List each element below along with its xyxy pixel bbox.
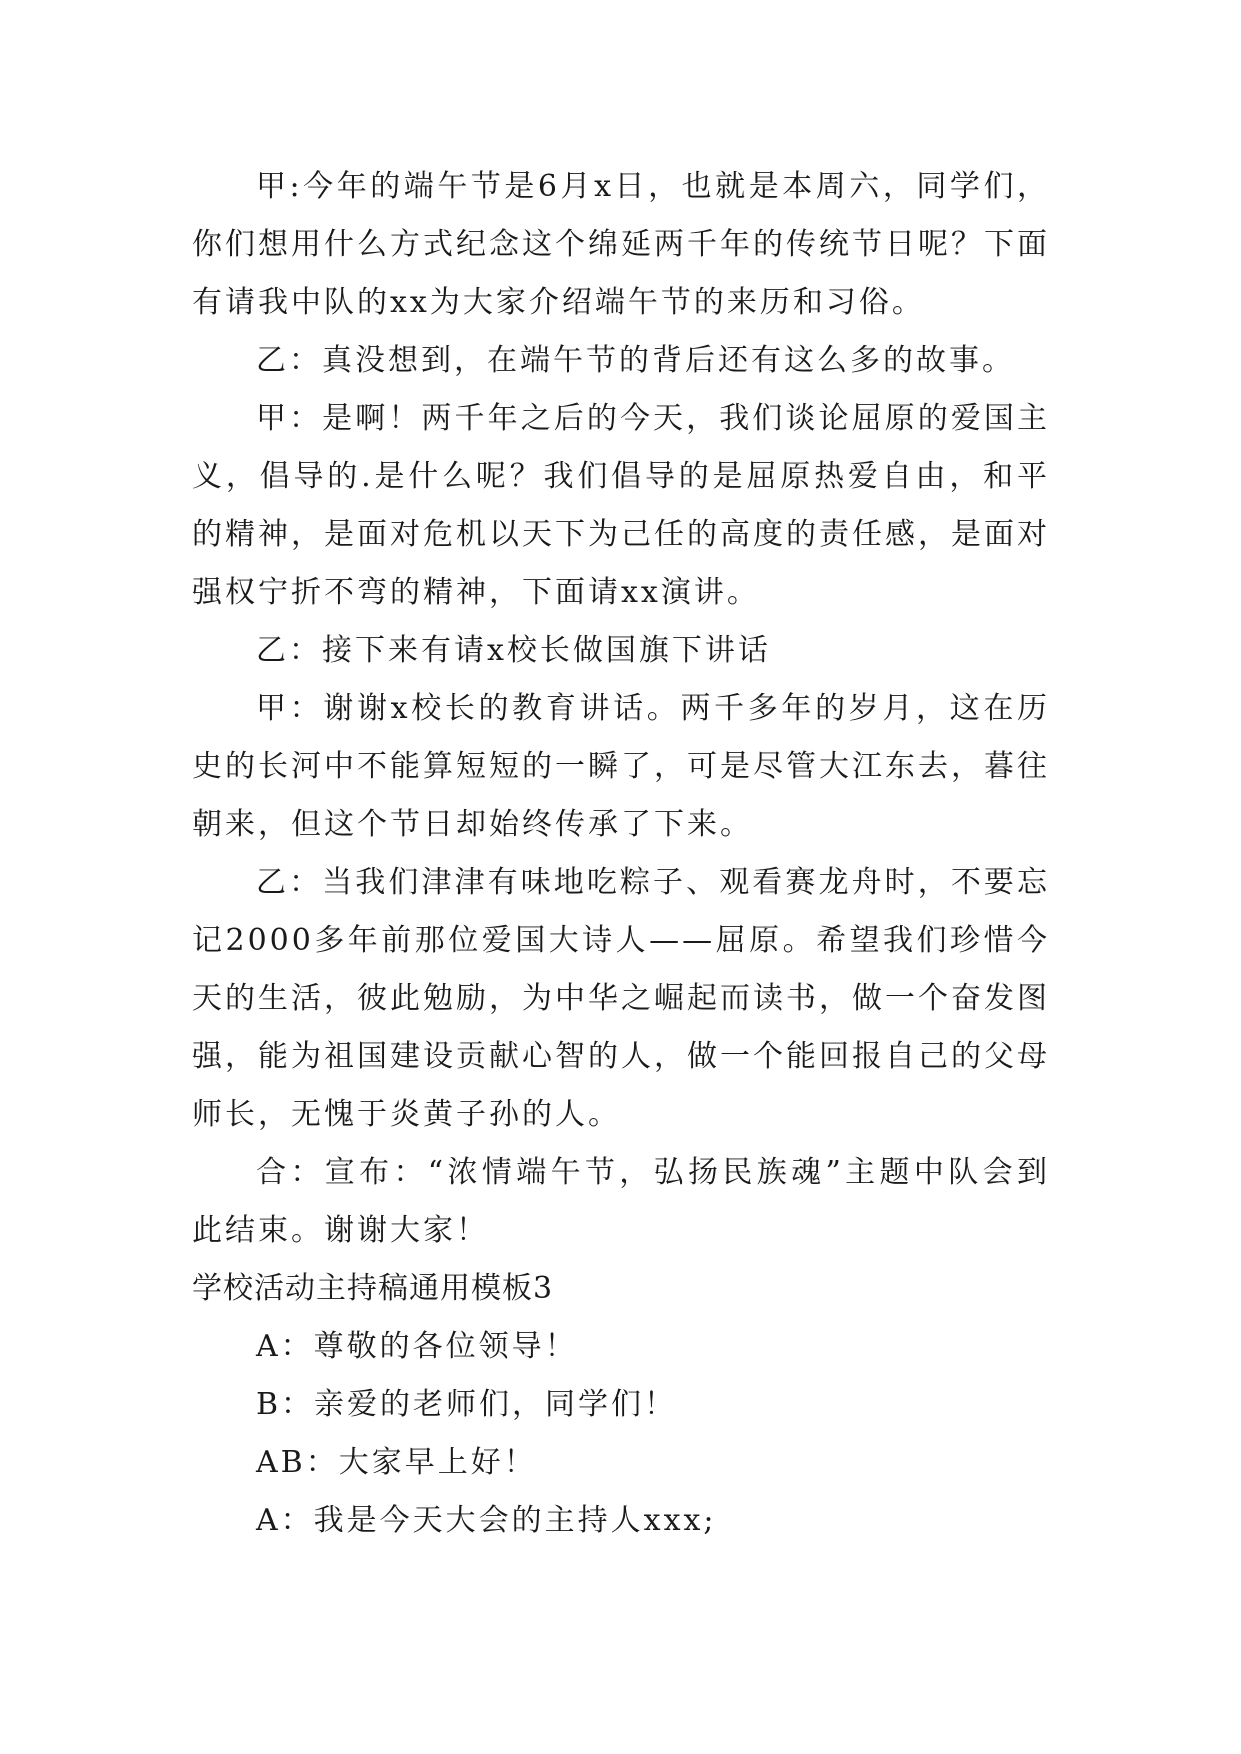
paragraph-ab: AB：大家早上好！	[256, 1445, 537, 1480]
paragraph-jia-2: 甲：是啊！两千年之后的今天，我们谈论屈原的爱国主义，倡导的.是什么呢？我们倡导的是屈原热爱自由，和平的精神，是面对危机以天下为己任的高度的责任感，是面对强权宁折不弯的精神，下面请xx演讲。	[192, 401, 1050, 610]
paragraph-b-1: B：亲爱的老师们，同学们！	[256, 1387, 678, 1422]
paragraph-a-1: A：尊敬的各位领导！	[256, 1329, 578, 1364]
section-heading: 学校活动主持稿通用模板3	[192, 1271, 554, 1306]
paragraph-jia-3: 甲：谢谢x校长的教育讲话。两千多年的岁月，这在历史的长河中不能算短短的一瞬了，可是尽管大江东去，暮往朝来，但这个节日却始终传承了下来。	[192, 691, 1050, 842]
paragraph-yi-1: 乙：真没想到，在端午节的背后还有这么多的故事。	[256, 343, 1015, 378]
paragraph-jia-1: 甲:今年的端午节是6月x日，也就是本周六，同学们，你们想用什么方式纪念这个绵延两千年的传统节日呢？下面有请我中队的xx为大家介绍端午节的来历和习俗。	[192, 169, 1050, 320]
paragraph-yi-2: 乙：接下来有请x校长做国旗下讲话	[256, 633, 771, 668]
paragraph-yi-3: 乙：当我们津津有味地吃粽子、观看赛龙舟时，不要忘记2000多年前那位爱国大诗人——屈原。希望我们珍惜今天的生活，彼此勉励，为中华之崛起而读书，做一个奋发图强，能为祖国建设贡献心智的人，做一个能回报自己的父母师长，无愧于炎黄子孙的人。	[192, 865, 1050, 1132]
paragraph-he: 合：宣布：“浓情端午节，弘扬民族魂”主题中队会到此结束。谢谢大家！	[192, 1155, 1050, 1248]
paragraph-a-2: A：我是今天大会的主持人xxx;	[256, 1503, 717, 1538]
document-body	[192, 158, 1050, 1550]
